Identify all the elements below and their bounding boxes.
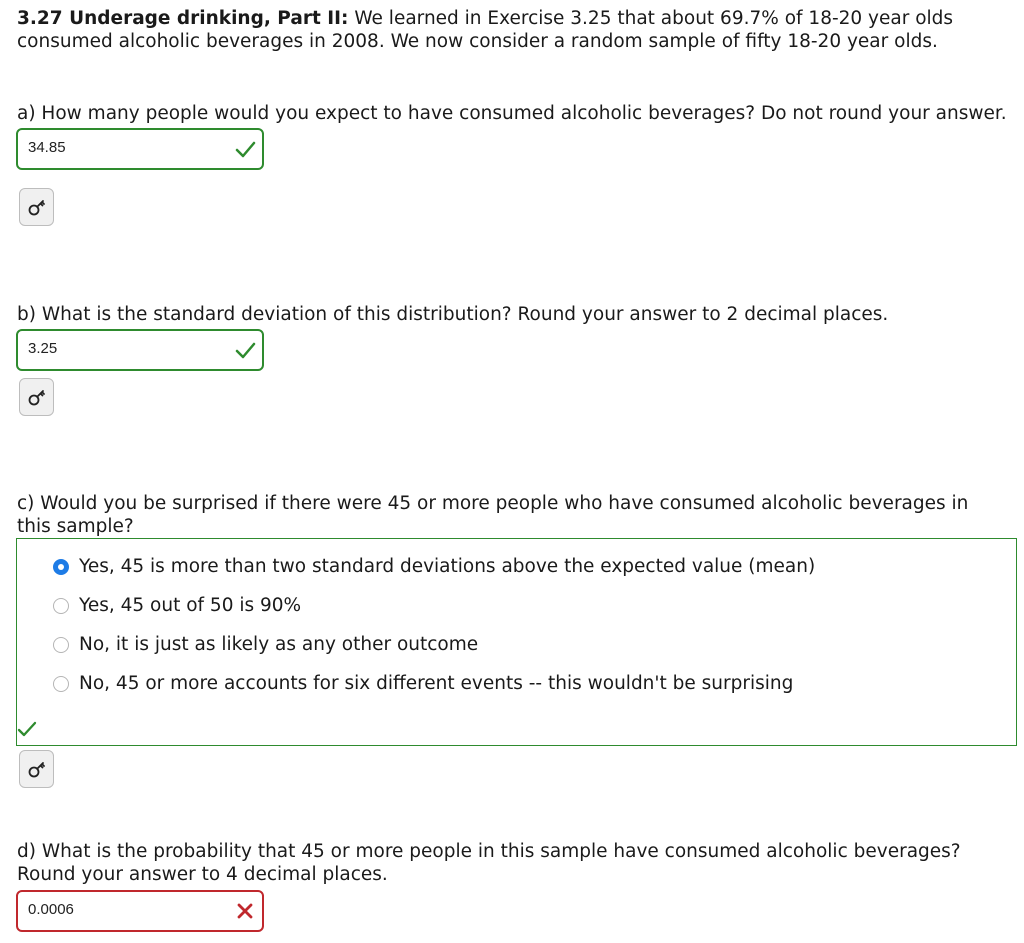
answer-d-input[interactable] — [28, 901, 218, 918]
answer-a-input[interactable] — [28, 139, 218, 156]
choice-label: Yes, 45 out of 50 is 90% — [79, 595, 302, 616]
answer-b-box[interactable] — [16, 329, 264, 371]
hint-button-b[interactable] — [19, 378, 54, 416]
radio-button-selected[interactable] — [53, 559, 69, 575]
key-icon — [27, 759, 47, 779]
x-icon — [234, 900, 256, 922]
choices-c-box — [16, 538, 1017, 746]
hint-button-c[interactable] — [19, 750, 54, 788]
problem-title: 3.27 Underage drinking, Part II: — [17, 8, 349, 29]
answer-a-box[interactable] — [16, 128, 264, 170]
choice-label: No, 45 or more accounts for six different events -- this wouldn't be surprising — [79, 673, 794, 694]
question-a-prompt: a) How many people would you expect to have consumed alcoholic beverages? Do not round your answer. — [17, 103, 1007, 124]
hint-button-a[interactable] — [19, 188, 54, 226]
check-icon — [234, 339, 256, 361]
radio-button[interactable] — [53, 676, 69, 692]
answer-d-box[interactable] — [16, 890, 264, 932]
key-icon — [27, 387, 47, 407]
check-icon — [234, 138, 256, 160]
check-icon — [17, 719, 37, 739]
problem-text: We learned in Exercise 3.25 that about 69.7% of 18-20 year olds consumed alcoholic beverages in 2008. We now consider a random sample of fifty 18-20 year olds. — [17, 8, 954, 52]
key-icon — [27, 197, 47, 217]
question-d-prompt: d) What is the probability that 45 or more people in this sample have consumed alcoholic beverages? Round your answer to 4 decimal places. — [17, 841, 961, 885]
answer-b-input[interactable] — [28, 340, 218, 357]
radio-button[interactable] — [53, 598, 69, 614]
question-b-prompt: b) What is the standard deviation of this distribution? Round your answer to 2 decimal places. — [17, 304, 889, 325]
question-c-prompt: c) Would you be surprised if there were 45 or more people who have consumed alcoholic beverages in this sample? — [17, 493, 969, 537]
radio-button[interactable] — [53, 637, 69, 653]
problem-intro — [17, 7, 1007, 53]
choice-label: Yes, 45 is more than two standard deviations above the expected value (mean) — [79, 556, 816, 577]
choice-label: No, it is just as likely as any other outcome — [79, 634, 479, 655]
